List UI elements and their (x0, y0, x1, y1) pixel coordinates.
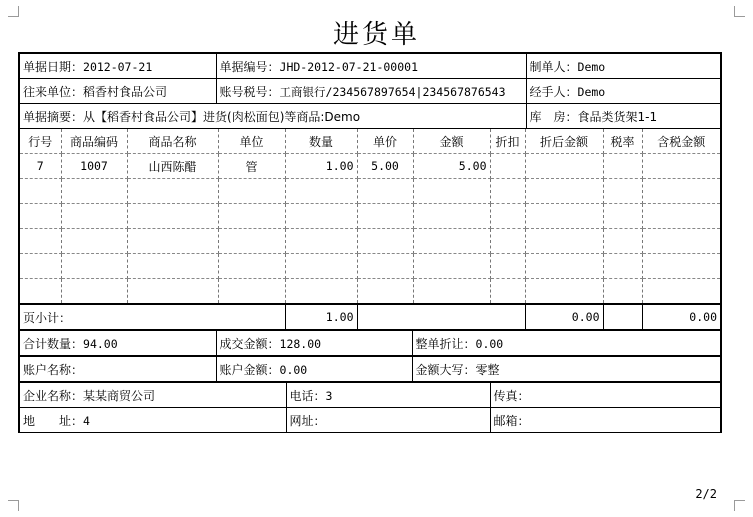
col-header: 商品编码 (61, 129, 127, 154)
subtotal-net: 0.00 (525, 305, 603, 330)
empty-row (20, 254, 720, 279)
total-qty: 合计数量：94.00 (20, 331, 216, 356)
col-header: 折扣 (490, 129, 525, 154)
cell-code: 1007 (61, 154, 127, 179)
empty-row (20, 279, 720, 305)
partner: 往来单位：稻香村食品公司 (20, 79, 216, 104)
cell-line: 7 (20, 154, 61, 179)
cell-unit: 管 (218, 154, 285, 179)
amount-in-words: 金额大写：零整 (412, 356, 720, 382)
account-amount: 账户金额：0.00 (216, 356, 412, 382)
company-address: 地 址：4 (20, 408, 286, 433)
col-header: 数量 (285, 129, 357, 154)
company-phone: 电话：3 (286, 383, 490, 408)
company-email: 邮箱： (490, 408, 720, 433)
purchase-order-grid (18, 52, 722, 433)
empty-row (20, 179, 720, 204)
subtotal-tax-amount: 0.00 (642, 305, 720, 330)
empty-row (20, 204, 720, 229)
subtotal-label: 页小计： (20, 305, 285, 330)
items-table (20, 129, 720, 305)
handler: 经手人：Demo (526, 79, 720, 104)
company-fax: 传真： (490, 383, 720, 408)
company-name: 企业名称：某某商贸公司 (20, 383, 286, 408)
subtotal-row (20, 305, 720, 330)
col-header: 单位 (218, 129, 285, 154)
empty-row (20, 229, 720, 254)
document-title: 进货单 (332, 20, 420, 50)
company-table (20, 383, 720, 433)
col-header: 折后金额 (525, 129, 603, 154)
col-header: 含税金额 (642, 129, 720, 154)
subtotal-table (20, 305, 720, 331)
cell-qty: 1.00 (285, 154, 357, 179)
col-header: 商品名称 (127, 129, 218, 154)
col-header: 金额 (413, 129, 490, 154)
items-header-row (20, 129, 720, 154)
cell-tax-amount (642, 154, 720, 179)
cell-price: 5.00 (357, 154, 413, 179)
order-discount: 整单折让：0.00 (412, 331, 720, 356)
col-header: 税率 (603, 129, 642, 154)
deal-amount: 成交金额：128.00 (216, 331, 412, 356)
col-header: 行号 (20, 129, 61, 154)
order-maker: 制单人：Demo (526, 54, 720, 79)
account-tax-no: 账号税号：工商银行/234567897654|234567876543 (216, 79, 526, 104)
header-info-table (20, 54, 720, 129)
warehouse: 库 房：食品类货架1-1 (526, 104, 720, 129)
order-date: 单据日期：2012-07-21 (20, 54, 216, 79)
table-row (20, 154, 720, 179)
crop-mark-bottom-right (734, 500, 745, 511)
cell-name: 山西陈醋 (127, 154, 218, 179)
cell-amount: 5.00 (413, 154, 490, 179)
order-number: 单据编号：JHD-2012-07-21-00001 (216, 54, 526, 79)
crop-mark-bottom-left (8, 500, 19, 511)
cell-discount (490, 154, 525, 179)
order-summary: 单据摘要：从【稻香村食品公司】进货(肉松面包)等商品:Demo (20, 104, 526, 129)
cell-tax-rate (603, 154, 642, 179)
col-header: 单价 (357, 129, 413, 154)
company-website: 网址： (286, 408, 490, 433)
subtotal-qty: 1.00 (285, 305, 357, 330)
totals-table (20, 331, 720, 383)
cell-net (525, 154, 603, 179)
account-name: 账户名称： (20, 356, 216, 382)
page-number: 2/2 (695, 487, 717, 501)
